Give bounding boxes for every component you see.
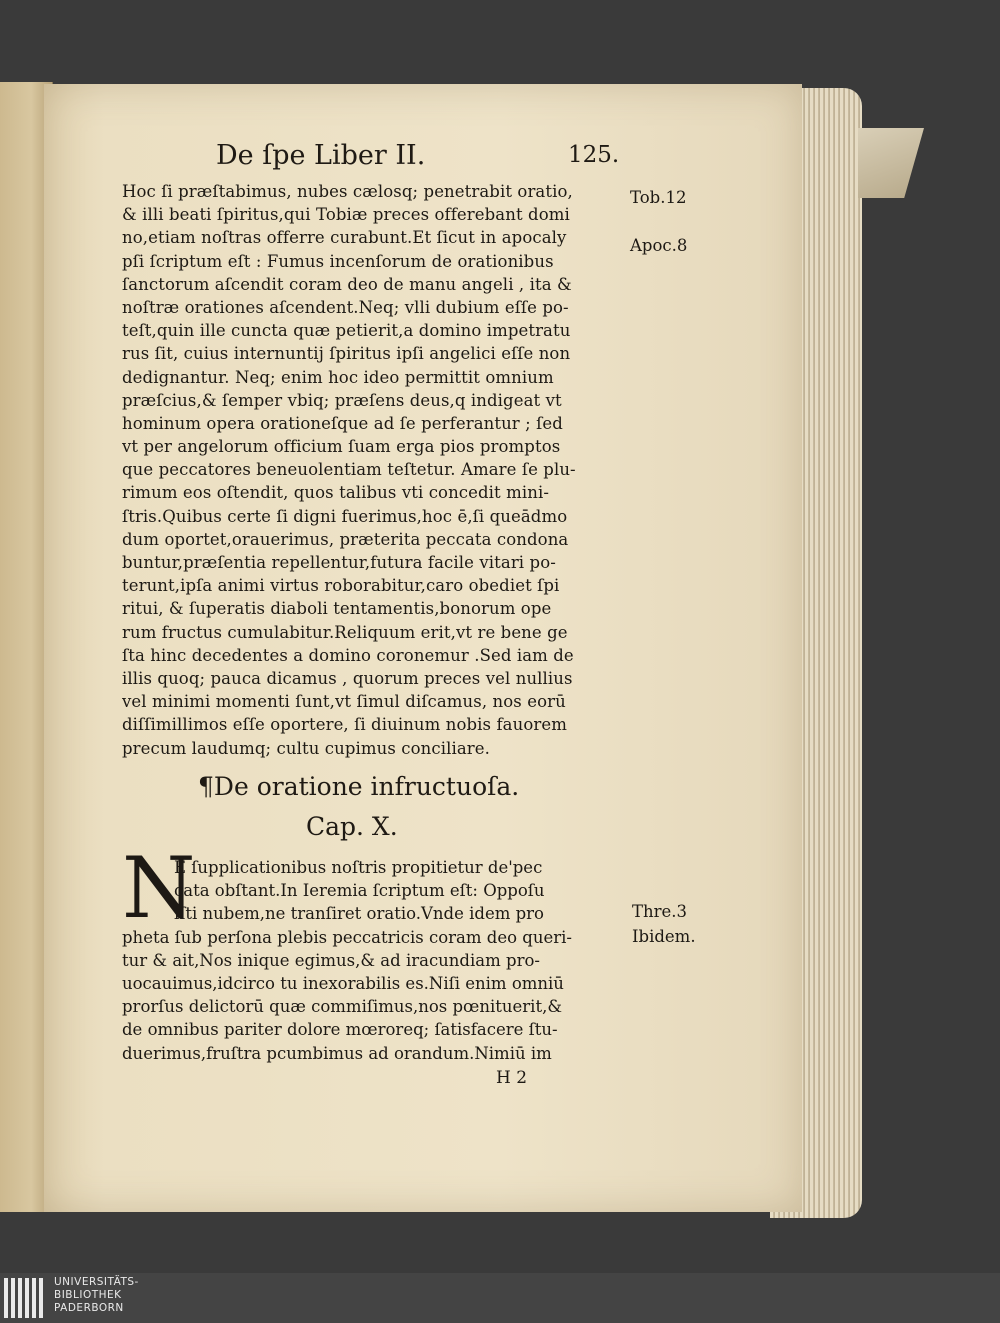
text-line: rum fructus cumulabitur.Reliquum erit,vt re bene ge: [122, 622, 568, 642]
text-line: noſtræ orationes aſcendent.Neq; vlli dubium eſſe po-: [122, 297, 569, 317]
text-line: rus ſit, cuius internuntij ſpiritus ipſi angelici eſſe non: [122, 344, 571, 364]
text-line: uocauimus,idcirco tu inexorabilis es.Niſi enim omniū: [122, 973, 564, 993]
logo-line: PADERBORN: [54, 1302, 124, 1314]
text-line: ſtris.Quibus certe ſi digni fuerimus,hoc ē,ſi queādmo: [122, 506, 568, 526]
text-line: no,etiam noſtras offerre curabunt.Et ſicut in apocaly: [122, 228, 567, 248]
text-line: que peccatores beneuolentiam teſtetur. Amare ſe plu-: [122, 460, 576, 480]
page-number: 125.: [568, 142, 620, 168]
text-line: duerimus,fruſtra pcumbimus ad orandum.Nimiū im: [122, 1043, 552, 1063]
text-line: vt per angelorum officium ſuam erga pios promptos: [122, 437, 561, 457]
library-logo-text: [54, 1276, 139, 1315]
text-line: ritui, & ſuperatis diaboli tentamentis,bonorum ope: [122, 599, 552, 619]
drop-cap: N: [122, 839, 196, 937]
text-line: hominum opera orationeſque ad ſe perferantur ; ſed: [122, 413, 563, 433]
library-logo-icon: [4, 1278, 50, 1318]
text-line: terunt,ipſa animi virtus roborabitur,caro obediet ſpi: [122, 576, 560, 596]
text-line: precum laudumq; cultu cupimus conciliare.: [122, 738, 490, 758]
text-line: dum oportet,orauerimus, præterita peccata condona: [122, 529, 569, 549]
text-line: illis quoq; pauca dicamus , quorum preces vel nullius: [122, 668, 573, 688]
logo-line: UNIVERSITÄTS-: [54, 1276, 139, 1288]
signature-mark: H 2: [496, 1068, 528, 1088]
paragraph-two: [122, 856, 622, 1065]
margin-note-tob: Tob.12: [630, 188, 687, 207]
text-line: iſti nubem,ne tranſiret oratio.Vnde idem pro: [174, 904, 544, 924]
text-line: rimum eos oſtendit, quos talibus vti concedit mini-: [122, 483, 550, 503]
text-line: buntur,præſentia repellentur,futura facile vitari po-: [122, 553, 556, 572]
text-line: Hoc ſi præſtabimus, nubes cælosq; penetrabit oratio,: [122, 182, 573, 201]
section-heading: ¶De oratione infructuoſa.: [198, 772, 520, 801]
text-line: præſcius,& ſemper vbiq; præſens deus,q indigeat vt: [122, 390, 562, 410]
text-line: de omnibus pariter dolore mœroreq; ſatisfacere ſtu-: [122, 1020, 558, 1040]
text-line: pheta ſub perſona plebis peccatricis coram deo queri-: [122, 927, 572, 947]
text-line: teſt,quin ille cuncta quæ petierit,a domino impetratu: [122, 321, 571, 341]
chapter-heading: Cap. X.: [306, 812, 398, 841]
margin-note-apoc: Apoc.8: [630, 236, 688, 255]
text-line: ſta hinc decedentes a domino coronemur .Sed iam de: [122, 645, 574, 665]
margin-note-ibidem: Ibidem.: [632, 927, 696, 946]
text-line: prorſus delictorū quæ commiſimus,nos pœnituerit,&: [122, 997, 563, 1017]
paragraph-one: [122, 180, 622, 760]
text-line: pſi ſcriptum eſt : Fumus incenſorum de orationibus: [122, 251, 554, 271]
text-line: & illi beati ſpiritus,qui Tobiæ preces offerebant domi: [122, 205, 570, 225]
text-line: dedignantur. Neq; enim hoc ideo permittit omnium: [122, 367, 554, 387]
running-header: [0, 140, 1000, 174]
text-line: cata obſtant.In Ieremia ſcriptum eſt: Oppoſu: [174, 881, 545, 901]
margin-note-thre: Thre.3: [632, 902, 688, 921]
running-title: De ſpe Liber II.: [216, 140, 426, 171]
text-line: diſſimillimos eſſe oportere, ſi diuinum nobis fauorem: [122, 715, 567, 735]
logo-line: BIBLIOTHEK: [54, 1289, 122, 1301]
library-footer: [0, 1273, 1000, 1323]
text-line: vel minimi momenti ſunt,vt ſimul diſcamus, nos eorū: [122, 692, 566, 712]
text-line: tur & ait,Nos inique egimus,& ad iracundiam pro-: [122, 950, 540, 970]
text-line: ſanctorum aſcendit coram deo de manu angeli , ita &: [122, 274, 572, 294]
text-line: E ſupplicationibus noſtris propitietur de'pec: [174, 858, 543, 877]
